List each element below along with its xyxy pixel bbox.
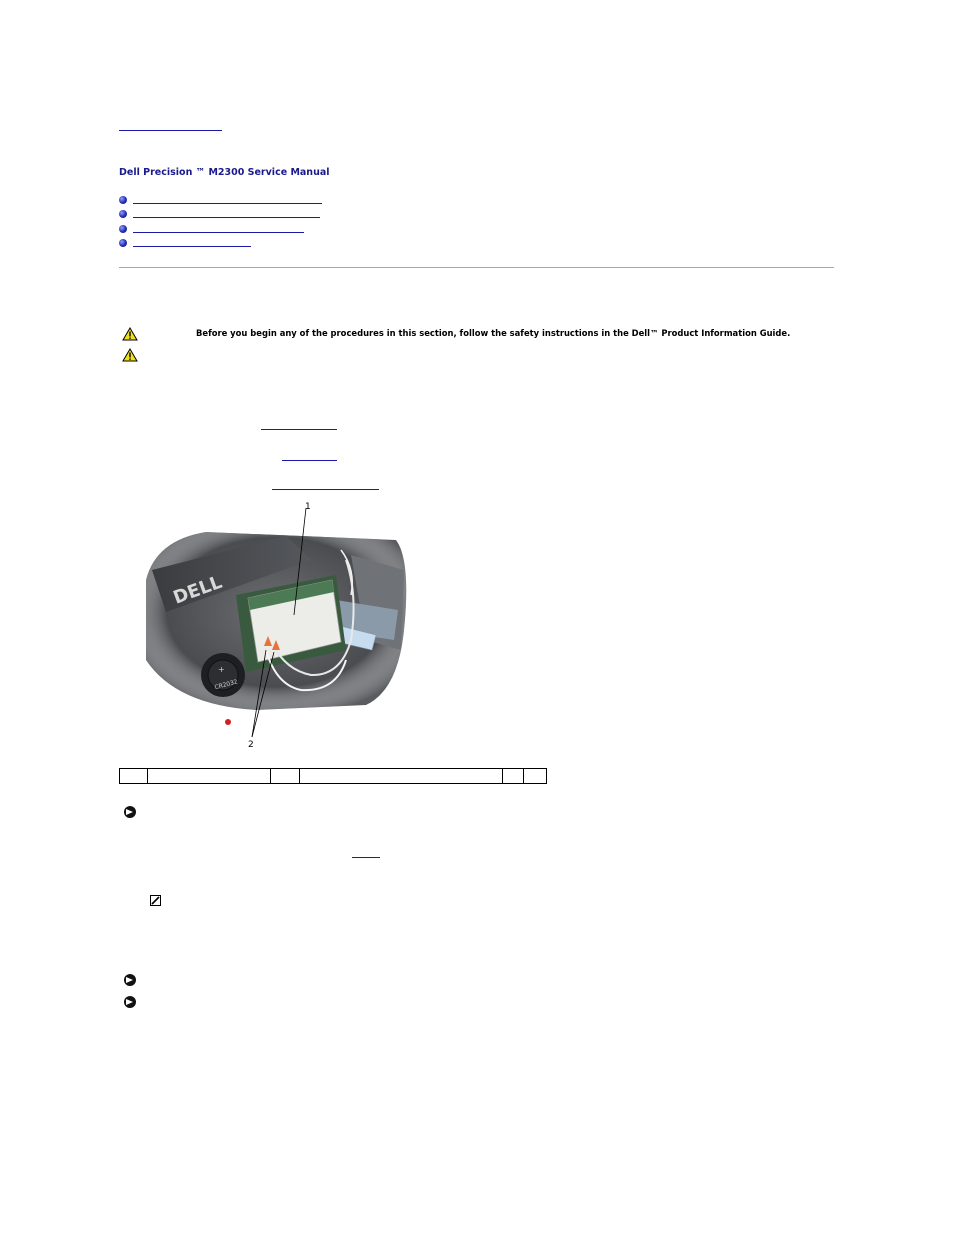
battery-label-text: CR2032 — [213, 678, 239, 692]
notice-arrow-icon — [124, 806, 136, 818]
toc-bullet-icon — [119, 225, 127, 233]
callout-2: 2 — [248, 740, 254, 750]
toc-link-3[interactable] — [133, 232, 304, 233]
back-to-contents-link[interactable] — [119, 130, 222, 131]
caution-text: Before you begin any of the procedures in this section, follow the safety instructions in the Dell™ Product Information Guide. — [196, 328, 791, 338]
manual-title: Dell Precision ™ M2300 Service Manual — [119, 167, 330, 178]
figure-legend-table — [119, 768, 547, 784]
toc-bullet-icon — [119, 196, 127, 204]
note-pencil-icon — [150, 895, 161, 906]
toc-bullet-icon — [119, 210, 127, 218]
callout-1: 1 — [305, 502, 311, 512]
svg-text:+: + — [218, 665, 225, 674]
procedure-link-1[interactable] — [261, 429, 337, 430]
table-row — [120, 769, 547, 784]
wlan-card-illustration — [136, 500, 411, 752]
toc-bullet-icon — [119, 239, 127, 247]
caution-triangle-icon — [122, 327, 138, 341]
procedure-link-3[interactable] — [272, 489, 379, 490]
step-link[interactable] — [352, 857, 380, 858]
section-divider — [119, 267, 834, 268]
toc-link-1[interactable] — [133, 203, 322, 204]
caution-triangle-icon — [122, 348, 138, 362]
notice-arrow-icon — [124, 996, 136, 1008]
procedure-link-2[interactable] — [282, 460, 337, 461]
notice-arrow-icon — [124, 974, 136, 986]
toc-link-4[interactable] — [133, 246, 251, 247]
dell-logo-text: DELL — [170, 571, 225, 609]
toc-link-2[interactable] — [133, 217, 320, 218]
